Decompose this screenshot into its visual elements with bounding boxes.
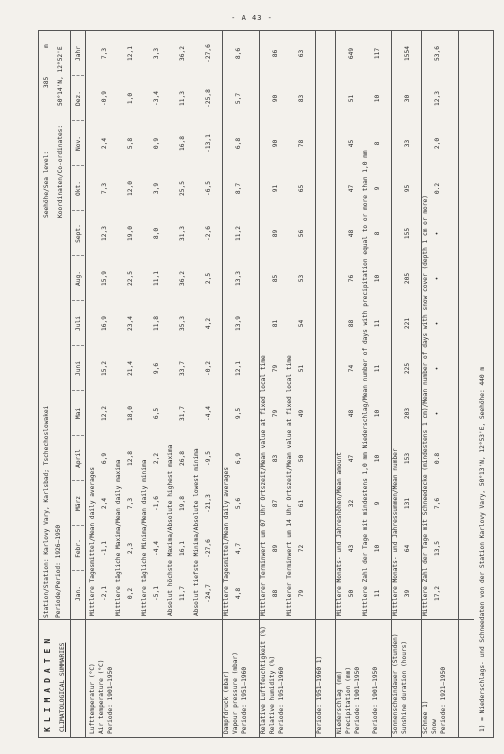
table-cell: 7,3 bbox=[127, 497, 134, 510]
row-caption: Mittlere tägliche Minima/Mean daily minima bbox=[141, 459, 148, 616]
section-label: Periode: 1951–1960 bbox=[278, 666, 285, 734]
month-header: Juli bbox=[75, 316, 82, 331]
month-divider bbox=[72, 210, 84, 211]
table-cell: 78 bbox=[298, 139, 305, 148]
section-label: Snow bbox=[431, 719, 438, 734]
table-cell: 18,0 bbox=[127, 406, 134, 421]
month-divider bbox=[72, 165, 84, 166]
table-cell: -2,1 bbox=[101, 586, 108, 601]
table-cell: 2,2 bbox=[153, 452, 160, 465]
table-cell: 90 bbox=[272, 139, 279, 148]
table-cell: 12,0 bbox=[127, 181, 134, 196]
table-cell: 65 bbox=[298, 184, 305, 193]
table-cell: 48 bbox=[348, 229, 355, 238]
month-header: Nov. bbox=[75, 136, 82, 151]
row-caption: Mittlere Monats- und Jahreshöhen/Mean amount bbox=[336, 452, 343, 616]
row-caption: Mittlerer Terminwert um 07 Uhr Ortszeit/Mean value at fixed local time bbox=[260, 355, 267, 616]
month-divider bbox=[72, 525, 84, 526]
table-cell: 51 bbox=[298, 364, 305, 373]
section-label: Relative humidity (%) bbox=[269, 655, 276, 734]
table-cell: 89 bbox=[272, 544, 279, 553]
table-cell: 11 bbox=[374, 364, 381, 373]
table-cell: 16,9 bbox=[101, 316, 108, 331]
table-cell: 205 bbox=[404, 272, 411, 285]
table-cell: 39 bbox=[404, 589, 411, 598]
table-cell: 8 bbox=[374, 141, 381, 146]
table-cell: • bbox=[434, 231, 441, 236]
month-divider bbox=[72, 345, 84, 346]
table-cell: 117 bbox=[374, 47, 381, 60]
table-cell: 10 bbox=[374, 409, 381, 418]
section-rule bbox=[391, 30, 392, 738]
table-cell: -21,3 bbox=[205, 494, 212, 513]
month-divider bbox=[72, 300, 84, 301]
table-cell: 12,2 bbox=[101, 406, 108, 421]
footnote: 1) = Niederschlags- und Schneedaten von der Station Karlovy Vary, 50°13'N, 12°53'E, Seehöhe: 440 m bbox=[479, 366, 486, 732]
table-cell: 81 bbox=[272, 319, 279, 328]
table-cell: -27,6 bbox=[205, 539, 212, 558]
table-cell: 76 bbox=[348, 274, 355, 283]
section-rule bbox=[335, 30, 336, 738]
table-cell: 16,1 bbox=[179, 541, 186, 556]
table-cell: 21,4 bbox=[127, 361, 134, 376]
table-cell: 6,5 bbox=[153, 407, 160, 420]
table-cell: 12,3 bbox=[434, 91, 441, 106]
table-cell: 45 bbox=[348, 139, 355, 148]
table-cell: 74 bbox=[348, 364, 355, 373]
month-header: Okt. bbox=[75, 181, 82, 196]
table-cell: -4,4 bbox=[153, 541, 160, 556]
table-cell: 30 bbox=[404, 94, 411, 103]
table-cell: 649 bbox=[348, 47, 355, 60]
month-divider bbox=[72, 480, 84, 481]
table-cell: 10 bbox=[374, 544, 381, 553]
header-rule bbox=[70, 30, 71, 738]
month-header: Aug. bbox=[75, 271, 82, 286]
table-cell: 5,6 bbox=[235, 497, 242, 510]
document-title: KLIMADATEN bbox=[43, 633, 52, 732]
table-cell: 83 bbox=[298, 94, 305, 103]
table-cell: 61 bbox=[298, 499, 305, 508]
coordinates-value: 50°14'N, 12°52'E bbox=[57, 46, 64, 106]
table-cell: 0.2 bbox=[434, 182, 441, 195]
table-cell: • bbox=[434, 411, 441, 416]
section-rule bbox=[315, 30, 316, 738]
table-cell: 11 bbox=[374, 589, 381, 598]
table-cell: 13,3 bbox=[235, 271, 242, 286]
table-cell: 19,0 bbox=[127, 226, 134, 241]
month-header: Jan. bbox=[75, 586, 82, 601]
table-cell: 12,3 bbox=[101, 226, 108, 241]
table-cell: 88 bbox=[272, 589, 279, 598]
section-label: Lufttemperatur (°C) bbox=[89, 663, 96, 734]
table-cell: 25,5 bbox=[179, 181, 186, 196]
table-cell: 47 bbox=[348, 454, 355, 463]
table-cell: 16,8 bbox=[179, 136, 186, 151]
table-cell: -0,9 bbox=[101, 91, 108, 106]
table-cell: 9 bbox=[374, 501, 381, 506]
table-cell: 203 bbox=[404, 407, 411, 420]
table-cell: -1,1 bbox=[101, 541, 108, 556]
table-cell: 7,6 bbox=[434, 497, 441, 510]
table-cell: 11,3 bbox=[179, 91, 186, 106]
table-cell: 10 bbox=[374, 274, 381, 283]
section-label: Periode: 1951–1960 bbox=[241, 666, 248, 734]
table-cell: -0,2 bbox=[205, 361, 212, 376]
month-divider bbox=[72, 390, 84, 391]
table-cell: 50 bbox=[348, 589, 355, 598]
table-cell: 7,3 bbox=[101, 182, 108, 195]
table-cell: 89 bbox=[272, 229, 279, 238]
table-cell: 33 bbox=[404, 139, 411, 148]
row-caption: Mittlere Monats- und Jahressummen/Mean number bbox=[392, 448, 399, 616]
section-label: Periode: 1901–1950 bbox=[107, 666, 114, 734]
table-cell: 11,1 bbox=[153, 271, 160, 286]
climate-table-sheet bbox=[38, 30, 494, 738]
month-header: Febr. bbox=[75, 539, 82, 558]
row-caption: Absolut tiefste Minima/Absolute lowest minima bbox=[193, 448, 200, 616]
month-header-rule bbox=[85, 30, 86, 738]
section-rule bbox=[458, 30, 459, 738]
label-column-rule bbox=[38, 619, 474, 620]
table-cell: • bbox=[434, 321, 441, 326]
table-cell: 64 bbox=[404, 544, 411, 553]
section-label: Air temperature (°C) bbox=[98, 659, 105, 734]
month-header: Juni bbox=[75, 361, 82, 376]
table-cell: -3,4 bbox=[153, 91, 160, 106]
table-cell: 53,6 bbox=[434, 46, 441, 61]
table-cell: 63 bbox=[298, 49, 305, 58]
section-label: Sonnenscheindauer (Stunden) bbox=[392, 633, 399, 734]
table-cell: 72 bbox=[298, 544, 305, 553]
table-cell: 155 bbox=[404, 227, 411, 240]
table-cell: 36,2 bbox=[179, 271, 186, 286]
section-label: Periode: 1901–1950 bbox=[354, 666, 361, 734]
table-cell: 31,7 bbox=[179, 406, 186, 421]
table-cell: 49 bbox=[298, 409, 305, 418]
table-cell: 47 bbox=[348, 184, 355, 193]
table-cell: 2,4 bbox=[101, 497, 108, 510]
table-cell: -24,7 bbox=[205, 584, 212, 603]
table-cell: 15,9 bbox=[101, 271, 108, 286]
table-cell: 95 bbox=[404, 184, 411, 193]
table-cell: 31,3 bbox=[179, 226, 186, 241]
table-cell: -6,5 bbox=[205, 181, 212, 196]
elevation-value: 385 bbox=[43, 76, 50, 88]
table-cell: 0.8 bbox=[434, 452, 441, 465]
section-label: Precipitation (mm) bbox=[345, 666, 352, 734]
row-caption: Mittlere Zahl der Tage mit mindestens 1,0 mm Niederschlag/Mean number of days with precipitation equal to or more than 1,0 mm bbox=[362, 150, 369, 616]
table-cell: 79 bbox=[298, 589, 305, 598]
month-divider bbox=[72, 75, 84, 76]
table-cell: 6,9 bbox=[235, 452, 242, 465]
table-cell: 12,1 bbox=[127, 46, 134, 61]
table-cell: 3,9 bbox=[153, 182, 160, 195]
section-rule bbox=[222, 30, 223, 738]
table-cell: 35,3 bbox=[179, 316, 186, 331]
table-cell: -5,1 bbox=[153, 586, 160, 601]
section-label: Periode: 1901–1950 bbox=[372, 666, 379, 734]
coordinates-label: Koordinaten/Co-ordinates: bbox=[57, 124, 64, 218]
table-cell: 11,2 bbox=[235, 226, 242, 241]
table-cell: 48 bbox=[348, 409, 355, 418]
elevation-label: Seehöhe/Sea level: bbox=[43, 150, 50, 218]
table-cell: 0,9 bbox=[153, 137, 160, 150]
table-cell: 50 bbox=[298, 454, 305, 463]
table-cell: 54 bbox=[298, 319, 305, 328]
table-cell: 6,9 bbox=[101, 452, 108, 465]
section-label: Schnee 1) bbox=[422, 700, 429, 734]
table-cell: -25,8 bbox=[205, 89, 212, 108]
month-divider bbox=[72, 120, 84, 121]
table-cell: 23,4 bbox=[127, 316, 134, 331]
table-cell: 5,7 bbox=[235, 92, 242, 105]
section-label: Relative Luftfeuchtigkeit (%) bbox=[260, 625, 267, 734]
table-cell: 1,0 bbox=[127, 92, 134, 105]
month-header: Sept. bbox=[75, 224, 82, 243]
table-cell: 17,2 bbox=[434, 586, 441, 601]
table-cell: 32 bbox=[348, 499, 355, 508]
month-header: Mai bbox=[75, 407, 82, 420]
document-subtitle: CLIMATOLOGICAL SUMMARIES bbox=[59, 642, 66, 732]
section-label: Sunshine duration (hours) bbox=[401, 640, 408, 734]
station-line: Station/Station: Karlovy Vary, Karlsbad; Tschechoslowakei bbox=[43, 405, 50, 618]
table-cell: 9,5 bbox=[235, 407, 242, 420]
table-cell: 43 bbox=[348, 544, 355, 553]
table-cell: 10 bbox=[374, 94, 381, 103]
table-cell: 153 bbox=[404, 452, 411, 465]
table-cell: 11,7 bbox=[179, 586, 186, 601]
table-cell: 4,2 bbox=[205, 317, 212, 330]
table-cell: 90 bbox=[272, 94, 279, 103]
table-cell: 9,6 bbox=[153, 362, 160, 375]
table-cell: 22,5 bbox=[127, 271, 134, 286]
row-caption: Mittlere Tagesmittel/Mean daily averages bbox=[89, 466, 96, 616]
table-cell: 6,8 bbox=[235, 137, 242, 150]
table-cell: 8,0 bbox=[153, 227, 160, 240]
table-cell: 2,4 bbox=[101, 137, 108, 150]
table-cell: 79 bbox=[272, 409, 279, 418]
table-cell: 1554 bbox=[404, 46, 411, 61]
table-cell: 3,3 bbox=[153, 47, 160, 60]
section-label: Niederschlag (mm) bbox=[336, 670, 343, 734]
table-cell: 15,2 bbox=[101, 361, 108, 376]
table-cell: -4,4 bbox=[205, 406, 212, 421]
table-cell: 12,1 bbox=[235, 361, 242, 376]
row-caption: Mittlere Tagesmittel/Mean daily averages bbox=[223, 466, 230, 616]
elevation-unit: m bbox=[43, 44, 50, 48]
table-cell: 12,8 bbox=[127, 451, 134, 466]
table-cell: 11,8 bbox=[153, 316, 160, 331]
table-cell: 79 bbox=[272, 364, 279, 373]
table-cell: 26,8 bbox=[179, 451, 186, 466]
month-header: Dez. bbox=[75, 91, 82, 106]
month-header: Jahr bbox=[75, 46, 82, 61]
table-cell: 13,5 bbox=[434, 541, 441, 556]
table-cell: 51 bbox=[348, 94, 355, 103]
period-line: Periode/Period: 1926–1950 bbox=[55, 524, 62, 618]
table-cell: 2,3 bbox=[127, 542, 134, 555]
table-cell: -1,6 bbox=[153, 496, 160, 511]
row-caption: Mittlere Zahl der Tage mit Schneedecke (mindestens 1 cm)/Mean number of days with snow cover (depth 1 cm or more) bbox=[422, 195, 429, 616]
section-label: Vapour pressure (mbar) bbox=[232, 652, 239, 734]
table-cell: 36,2 bbox=[179, 46, 186, 61]
table-cell: -9,5 bbox=[205, 451, 212, 466]
table-cell: 2,5 bbox=[205, 272, 212, 285]
table-cell: -27,6 bbox=[205, 44, 212, 63]
table-cell: 86 bbox=[272, 49, 279, 58]
table-cell: 11 bbox=[374, 319, 381, 328]
table-cell: 53 bbox=[298, 274, 305, 283]
table-cell: • bbox=[434, 366, 441, 371]
table-cell: 91 bbox=[272, 184, 279, 193]
table-cell: 4,8 bbox=[235, 587, 242, 600]
table-cell: 19,8 bbox=[179, 496, 186, 511]
row-caption: Absolut höchste Maxima/Absolute highest maxima bbox=[167, 444, 174, 616]
table-cell: 225 bbox=[404, 362, 411, 375]
table-cell: -13,1 bbox=[205, 134, 212, 153]
table-cell: 13,9 bbox=[235, 316, 242, 331]
table-cell: 131 bbox=[404, 497, 411, 510]
table-cell: 8 bbox=[374, 231, 381, 236]
table-cell: 87 bbox=[272, 499, 279, 508]
table-cell: 83 bbox=[272, 454, 279, 463]
section-label: Periode: 1921–1950 bbox=[440, 666, 447, 734]
section-label: Dampfdruck (mbar) bbox=[223, 670, 230, 734]
month-header: März bbox=[75, 496, 82, 511]
table-cell: 8,7 bbox=[235, 182, 242, 195]
month-header: April bbox=[75, 449, 82, 468]
month-divider bbox=[72, 255, 84, 256]
table-cell: 33,7 bbox=[179, 361, 186, 376]
table-cell: 8,6 bbox=[235, 47, 242, 60]
page-number: - A 43 - bbox=[231, 14, 273, 22]
table-cell: 0,2 bbox=[127, 587, 134, 600]
table-cell: 2,0 bbox=[434, 137, 441, 150]
row-caption: Mittlerer Terminwert um 14 Uhr Ortszeit/Mean value at fixed local time bbox=[286, 355, 293, 616]
table-cell: 7,3 bbox=[101, 47, 108, 60]
row-caption: Mittlere tägliche Maxima/Mean daily maxima bbox=[115, 459, 122, 616]
table-cell: 56 bbox=[298, 229, 305, 238]
table-cell: 5,8 bbox=[127, 137, 134, 150]
table-cell: 4,7 bbox=[235, 542, 242, 555]
table-cell: 85 bbox=[272, 274, 279, 283]
month-divider bbox=[72, 570, 84, 571]
month-divider bbox=[72, 435, 84, 436]
table-cell: 88 bbox=[348, 319, 355, 328]
section-label: Periode: 1951–1960 1) bbox=[316, 655, 323, 734]
table-cell: 9 bbox=[374, 186, 381, 191]
table-cell: 221 bbox=[404, 317, 411, 330]
table-cell: • bbox=[434, 276, 441, 281]
table-cell: 10 bbox=[374, 454, 381, 463]
table-cell: -2,6 bbox=[205, 226, 212, 241]
